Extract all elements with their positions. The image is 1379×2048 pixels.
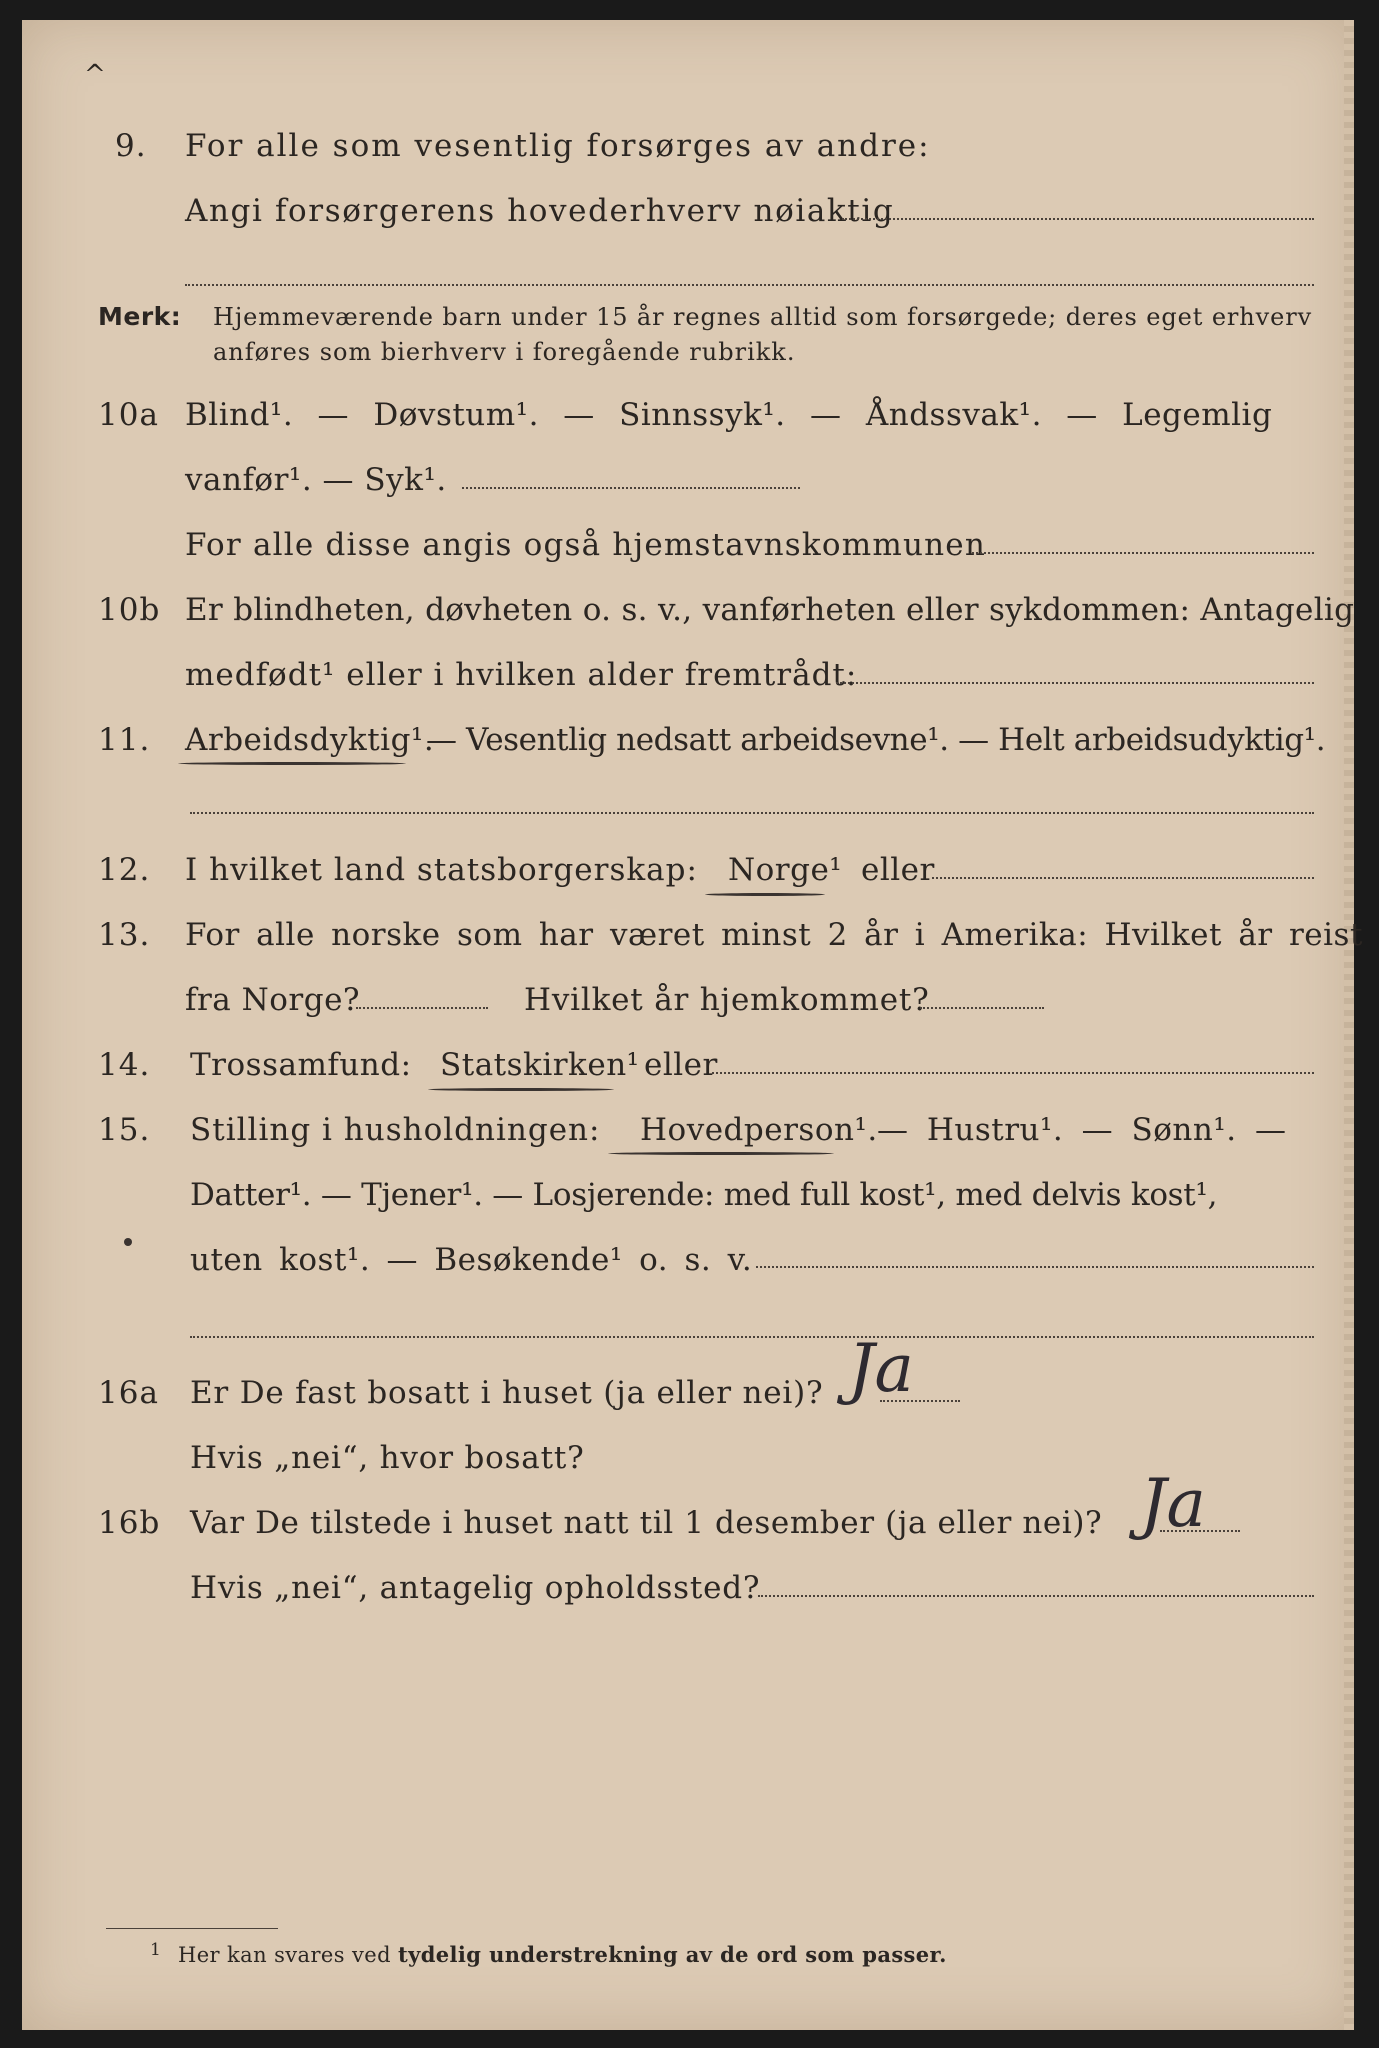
footnote-mark: 1 [150,1940,161,1960]
q13-reist-line [356,1007,488,1009]
q15-handwritten-underline [608,1152,834,1155]
q16b-handwritten-answer: Ja [1140,1465,1206,1542]
stray-dot [124,1238,132,1246]
q15-option-hovedperson: Hovedperson¹. [640,1112,878,1148]
q16b-number: 16b [98,1505,161,1541]
q13-text-line1: For alle norske som har været minst 2 år i Amerika: Hvilket år reist [185,917,1363,953]
merk-label: Merk: [98,302,182,331]
q10a-text-line1: Blind¹. — Døvstum¹. — Sinnssyk¹. — Åndssvak¹. — Legemlig [185,397,1273,433]
corner-mark: ^ [84,60,106,90]
q15-text-pre: Stilling i husholdningen: [190,1112,601,1148]
q16b-text-line2: Hvis „nei“, antagelig opholdssted? [190,1570,761,1606]
q16b-answer-line [1160,1530,1240,1532]
q11-answer-line [190,812,1314,814]
q15-number: 15. [98,1112,151,1148]
q15-answer-line2 [190,1336,1314,1338]
q12-option-norge: Norge¹ [728,852,843,888]
q16a-answer-line [880,1400,960,1402]
q14-text-post: eller [644,1047,718,1083]
q16a-text-line2: Hvis „nei“, hvor bosatt? [190,1440,585,1476]
q11-handwritten-underline [178,762,406,765]
q13-text-line2a: fra Norge? [185,982,361,1018]
paper-edge [1344,20,1354,2030]
q10b-number: 10b [98,592,161,628]
q14-option-statskirken: Statskirken¹ [440,1047,640,1083]
q15-text-line3: uten kost¹. — Besøkende¹ o. s. v. [190,1242,753,1278]
q10a-number: 10a [98,397,159,433]
q15-answer-line [756,1266,1314,1268]
q14-handwritten-underline [428,1088,614,1091]
q9-text-line2: Angi forsørgerens hovederhverv nøiaktig [185,193,895,229]
footnote-text-bold: tydelig understrekning av de ord som passer. [398,1942,947,1967]
merk-text-line2: anføres som bierhverv i foregående rubrikk. [213,338,796,366]
footnote-text [178,1942,947,1967]
q10a-answer-line [462,487,800,489]
q16a-number: 16a [98,1375,159,1411]
q15-text-rest1: — Hustru¹. — Sønn¹. — [877,1112,1287,1148]
q16b-text-line1: Var De tilstede i huset natt til 1 desember (ja eller nei)? [190,1505,1103,1541]
q14-answer-line [712,1072,1314,1074]
q14-number: 14. [98,1047,151,1083]
q10b-answer-line [836,682,1314,684]
q12-answer-line [932,877,1314,879]
q9-answer-line2 [185,284,1314,286]
q13-number: 13. [98,917,151,953]
q11-option-arbeidsdyktig: Arbeidsdyktig¹. [185,722,435,758]
q11-number: 11. [98,722,151,758]
footnote-text-pre: Her kan svares ved [178,1943,391,1967]
q12-handwritten-underline [705,893,825,896]
q10b-text-line2: medfødt¹ eller i hvilken alder fremtrådt: [185,657,858,693]
q10a-hjemstavn-line [972,552,1314,554]
q9-text-line1: For alle som vesentlig forsørges av andre: [185,128,931,164]
q9-number: 9. [115,128,147,164]
q12-text-post: eller [861,852,935,888]
q10a-text-line2: vanfør¹. — Syk¹. [185,462,447,498]
merk-text-line1: Hjemmeværende barn under 15 år regnes alltid som forsørgede; deres eget erhverv [213,303,1313,331]
q13-hjemkommet-line [920,1007,1044,1009]
q13-text-line2b: Hvilket år hjemkommet? [524,982,930,1018]
q12-text-pre: I hvilket land statsborgerskap: [185,852,698,888]
q10b-text-line1: Er blindheten, døvheten o. s. v., vanførheten eller sykdommen: Antagelig [185,592,1355,628]
q11-text-rest: — Vesentlig nedsatt arbeidsevne¹. — Helt arbeidsudyktig¹. [426,722,1326,758]
q10a-text-line3: For alle disse angis også hjemstavnskommunen [185,527,986,563]
q12-number: 12. [98,852,151,888]
q16a-handwritten-answer: Ja [848,1330,914,1407]
q16a-text-line1: Er De fast bosatt i huset (ja eller nei)? [190,1375,824,1411]
q14-text-pre: Trossamfund: [190,1047,412,1083]
q15-text-line2: Datter¹. — Tjener¹. — Losjerende: med full kost¹, med delvis kost¹, [190,1177,1218,1213]
q9-answer-line [842,218,1314,220]
footnote-rule [106,1928,278,1929]
q16b-opholdssted-line [758,1595,1314,1597]
